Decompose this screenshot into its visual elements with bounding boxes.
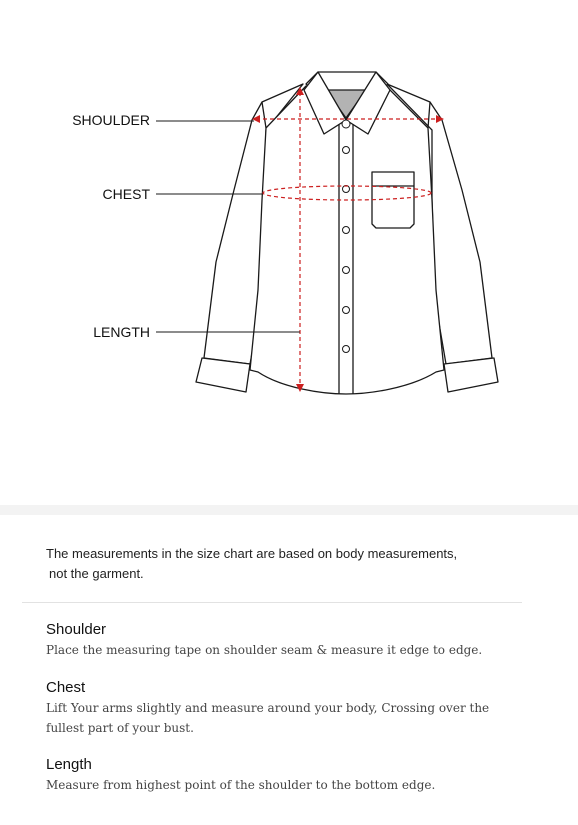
note-line-2: not the garment. — [49, 566, 144, 581]
length-description: Measure from highest point of the shoulder to the bottom edge. — [46, 778, 436, 792]
chest-section — [46, 678, 526, 738]
shoulder-section — [46, 620, 526, 660]
chest-title: Chest — [46, 679, 86, 696]
measurement-note — [46, 544, 526, 584]
length-label: LENGTH — [93, 324, 150, 340]
length-title: Length — [46, 756, 92, 773]
shoulder-title: Shoulder — [46, 621, 107, 638]
shoulder-label: SHOULDER — [72, 112, 150, 128]
note-line-1: The measurements in the size chart are based on body measurements, — [46, 546, 458, 561]
chest-description: Lift Your arms slightly and measure around your body, Crossing over the fullest part of your bust. — [46, 701, 490, 735]
section-divider-band — [0, 505, 578, 515]
length-section — [46, 755, 526, 795]
divider-line — [22, 602, 522, 603]
shoulder-description: Place the measuring tape on shoulder seam & measure it edge to edge. — [46, 643, 483, 657]
chest-label: CHEST — [102, 186, 150, 202]
